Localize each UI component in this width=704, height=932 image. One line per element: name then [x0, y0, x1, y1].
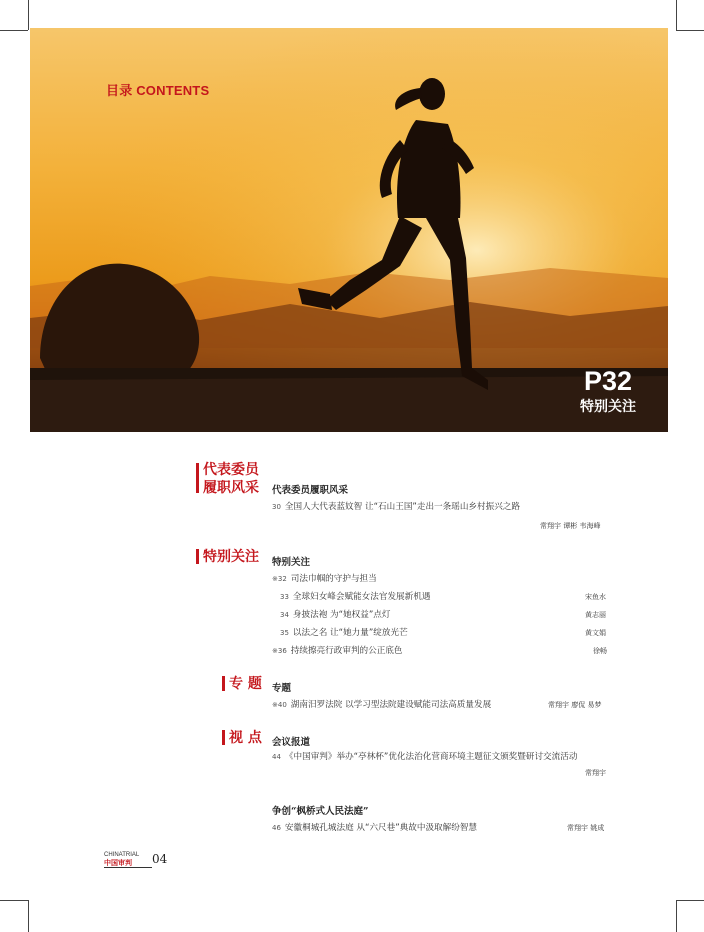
toc-entry-title: 全国人大代表蓝妏智 让“石山王国”走出一条瑶山乡村振兴之路	[284, 502, 520, 512]
crop-mark	[0, 30, 28, 31]
toc-author: 黄志丽	[585, 611, 606, 619]
toc-page-number: 33	[280, 593, 289, 601]
toc-page-number: 44	[272, 753, 281, 761]
toc-entry[interactable]	[272, 644, 403, 656]
crop-mark	[676, 900, 704, 901]
section-title: 会议报道	[272, 737, 311, 748]
toc-entry[interactable]	[272, 500, 520, 512]
toc-entry[interactable]	[280, 590, 430, 602]
toc-author: 常翔宇 姚成	[567, 824, 605, 832]
section-label-line: 代表委员	[203, 462, 259, 478]
section-title: 争创“枫桥式人民法庭”	[272, 806, 369, 817]
section-marker-bar	[196, 549, 199, 564]
toc-entry[interactable]	[272, 572, 377, 584]
toc-entry-title: 持续擦亮行政审判的公正底色	[290, 646, 403, 656]
toc-author: 宋鱼水	[585, 593, 606, 601]
footer-rule	[104, 867, 152, 868]
section-label	[203, 461, 259, 497]
section-title: 专题	[272, 683, 292, 694]
toc-entry[interactable]	[280, 608, 391, 620]
crop-mark	[676, 900, 677, 932]
crop-mark	[0, 900, 28, 901]
toc-entry[interactable]	[272, 821, 477, 833]
toc-author: 徐畅	[593, 647, 607, 655]
section-marker-bar	[222, 676, 225, 691]
toc-entry-title: 全球妇女峰会赋能女法官发展新机遇	[292, 592, 431, 602]
crop-mark	[676, 0, 677, 30]
crop-mark	[676, 30, 704, 31]
section-title: 代表委员履职风采	[272, 485, 349, 496]
page-footer	[104, 852, 168, 867]
section-marker-bar	[196, 463, 199, 493]
toc-page-number: 34	[280, 611, 289, 619]
page-number: 04	[152, 852, 168, 866]
toc-page-number: ※32	[272, 575, 287, 583]
toc-entry-title: 湖南汨罗法院 以学习型法院建设赋能司法高质量发展	[290, 700, 492, 710]
toc-page-number: 30	[272, 503, 281, 511]
magazine-logo-cn: 中国审判	[104, 859, 132, 867]
magazine-logo-en: CHINATRIAL	[104, 852, 140, 858]
toc-author: 常翔宇 廖侃 易梦	[548, 701, 602, 709]
toc-entry-title: 以法之名 让“她力量”绽放光芒	[292, 628, 408, 638]
contents-label: 目录 CONTENTS	[106, 83, 210, 98]
toc-page-number: 35	[280, 629, 289, 637]
section-label: 特别关注	[203, 549, 259, 565]
section-label: 专 题	[229, 676, 262, 692]
toc-entry-title: 安徽桐城孔城法庭 从“六尺巷”典故中汲取解纷智慧	[284, 823, 478, 833]
toc-entry-title: 身披法袍 为“她权益”点灯	[292, 610, 391, 620]
section-marker-bar	[222, 730, 225, 745]
crop-mark	[28, 0, 29, 30]
toc-entry[interactable]	[272, 750, 577, 762]
featured-page-badge[interactable]	[580, 366, 636, 416]
section-label-line: 履职风采	[203, 480, 259, 496]
toc-entry-title: 《中国审判》举办“亭林杯”优化法治化营商环境主题征文颁奖暨研讨交流活动	[284, 752, 578, 762]
featured-page-number: P32	[583, 366, 633, 396]
toc-author: 常翔宇	[585, 769, 606, 777]
toc-author: 常翔宇 谭彬 韦海峰	[540, 522, 601, 530]
toc-entry[interactable]	[272, 698, 491, 710]
toc-entry[interactable]	[280, 626, 408, 638]
section-title: 特别关注	[272, 557, 311, 568]
crop-mark	[28, 900, 29, 932]
toc-page-number: 46	[272, 824, 281, 832]
featured-page-section: 特别关注	[580, 398, 636, 414]
toc-entry-title: 司法巾帼的守护与担当	[290, 574, 377, 584]
toc-page-number: ※36	[272, 647, 287, 655]
hero-image	[30, 28, 668, 432]
section-label: 视 点	[229, 730, 262, 746]
toc-author: 黄文娟	[585, 629, 606, 637]
toc-page-number: ※40	[272, 701, 287, 709]
